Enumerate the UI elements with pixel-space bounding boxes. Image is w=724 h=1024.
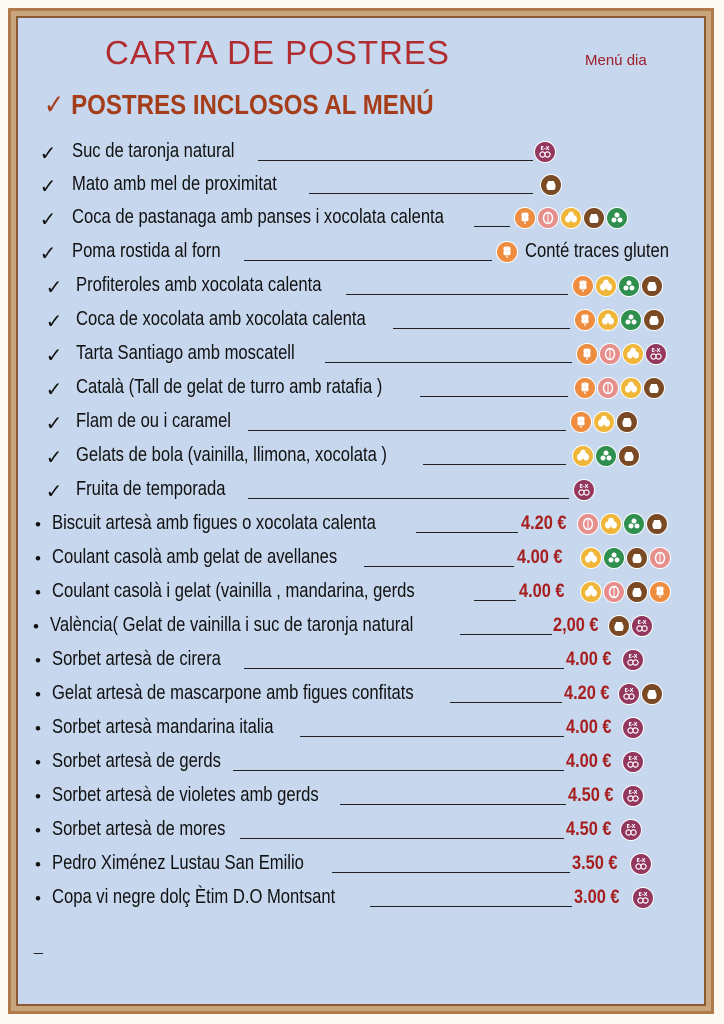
dotted-leader <box>416 532 518 533</box>
sulphites-icon <box>645 343 667 365</box>
menu-item <box>0 138 724 168</box>
menu-item-name: Profiteroles amb xocolata calenta <box>76 274 322 296</box>
dotted-leader <box>370 906 572 907</box>
svg-text:E-X: E-X <box>651 348 661 354</box>
milk-jug-icon <box>641 275 663 297</box>
wheat-icon <box>570 411 592 433</box>
svg-text:E-X: E-X <box>628 654 638 660</box>
dotted-leader <box>309 193 533 194</box>
svg-text:E-X: E-X <box>628 722 638 728</box>
menu-item <box>0 171 724 201</box>
bullet-icon: • <box>35 515 41 534</box>
menu-item <box>0 340 724 370</box>
bullet-icon: • <box>35 651 41 670</box>
egg-icon <box>580 581 602 603</box>
menu-item-name: Fruita de temporada <box>76 478 226 500</box>
wheat-icon <box>649 581 671 603</box>
egg-icon <box>620 377 642 399</box>
egg-icon <box>597 309 619 331</box>
check-icon: ✓ <box>45 481 63 503</box>
menu-item-price: 3.00 € <box>574 887 620 908</box>
bullet-icon: • <box>33 617 39 636</box>
menu-item-price: 4.50 € <box>566 819 612 840</box>
menu-item-name: Coca de xocolata amb xocolata calenta <box>76 308 366 330</box>
check-icon: ✓ <box>39 176 57 198</box>
soy-icon <box>618 275 640 297</box>
milk-jug-icon <box>583 207 605 229</box>
dotted-leader <box>244 260 492 261</box>
soy-icon <box>603 547 625 569</box>
svg-text:E-X: E-X <box>628 756 638 762</box>
wheat-icon <box>574 309 596 331</box>
menu-item-price: 4.20 € <box>564 683 610 704</box>
menu-item-name: Sorbet artesà de gerds <box>52 750 221 772</box>
menu-item-name: Sorbet artesà mandarina italia <box>52 716 274 738</box>
menu-item <box>0 510 724 540</box>
footer-dash: _ <box>34 938 43 955</box>
dotted-leader <box>240 838 564 839</box>
menu-item-name: Tarta Santiago amb moscatell <box>76 342 295 364</box>
svg-text:E-X: E-X <box>628 790 638 796</box>
menu-item-name: València( Gelat de vainilla i suc de taronja natural <box>50 614 414 636</box>
check-icon: ✓ <box>45 413 63 435</box>
sulphites-icon <box>631 615 653 637</box>
nuts-icon <box>597 377 619 399</box>
sulphites-icon <box>622 751 644 773</box>
egg-icon <box>600 513 622 535</box>
dotted-leader <box>233 770 564 771</box>
menu-item-price: 4.20 € <box>521 513 567 534</box>
bullet-icon: • <box>35 855 41 874</box>
section-title: POSTRES INCLOSOS AL MENÚ <box>71 89 434 120</box>
menu-item-name: Coulant casolà amb gelat de avellanes <box>52 546 338 568</box>
menu-item-name: Poma rostida al forn <box>72 240 221 262</box>
wheat-icon <box>576 343 598 365</box>
sulphites-icon <box>622 785 644 807</box>
menu-item-name: Gelats de bola (vainilla, llimona, xocolata ) <box>76 444 387 466</box>
dotted-leader <box>300 736 564 737</box>
menu-item <box>0 408 724 438</box>
section-heading <box>44 88 434 121</box>
milk-jug-icon <box>646 513 668 535</box>
sulphites-icon <box>622 717 644 739</box>
check-icon: ✓ <box>45 379 63 401</box>
bullet-icon: • <box>35 787 41 806</box>
menu-item-name: Coca de pastanaga amb panses i xocolata calenta <box>72 206 444 228</box>
dotted-leader <box>248 498 569 499</box>
menu-item <box>0 204 724 234</box>
menu-item-name: Flam de ou i caramel <box>76 410 232 432</box>
sulphites-icon <box>573 479 595 501</box>
menu-item-name: Mato amb mel de proximitat <box>72 173 277 195</box>
bullet-icon: • <box>35 889 41 908</box>
egg-icon <box>593 411 615 433</box>
milk-jug-icon <box>643 377 665 399</box>
menu-item <box>0 612 724 642</box>
soy-icon <box>595 445 617 467</box>
menu-item-price: 4.00 € <box>566 751 612 772</box>
milk-jug-icon <box>616 411 638 433</box>
check-icon: ✓ <box>45 447 63 469</box>
dotted-leader <box>460 634 552 635</box>
menu-item-price: 4.00 € <box>566 717 612 738</box>
soy-icon <box>606 207 628 229</box>
sulphites-icon <box>630 853 652 875</box>
menu-item-name: Biscuit artesà amb figues o xocolata calenta <box>52 512 376 534</box>
dotted-leader <box>420 396 568 397</box>
sulphites-icon <box>620 819 642 841</box>
svg-text:E-X: E-X <box>624 688 634 694</box>
milk-jug-icon <box>540 174 562 196</box>
bullet-icon: • <box>35 821 41 840</box>
dotted-leader <box>248 430 566 431</box>
milk-jug-icon <box>626 581 648 603</box>
nuts-icon <box>577 513 599 535</box>
dotted-leader <box>364 566 514 567</box>
check-icon: ✓ <box>39 143 57 165</box>
svg-text:E-X: E-X <box>540 146 550 152</box>
milk-jug-icon <box>643 309 665 331</box>
menu-item <box>0 816 724 846</box>
bullet-icon: • <box>35 753 41 772</box>
milk-jug-icon <box>641 683 663 705</box>
menu-item <box>0 782 724 812</box>
sulphites-icon <box>534 141 556 163</box>
menu-item <box>0 680 724 710</box>
wheat-icon <box>574 377 596 399</box>
page-title: CARTA DE POSTRES <box>105 34 450 71</box>
menu-item-name: Català (Tall de gelat de turro amb ratafia ) <box>76 376 383 398</box>
wheat-icon <box>514 207 536 229</box>
nuts-icon <box>603 581 625 603</box>
menu-item-price: 4.50 € <box>568 785 614 806</box>
menu-item-price: 4.00 € <box>566 649 612 670</box>
soy-icon <box>623 513 645 535</box>
nuts-icon <box>599 343 621 365</box>
bullet-icon: • <box>35 583 41 602</box>
menu-item-price: 3.50 € <box>572 853 618 874</box>
nuts-icon <box>649 547 671 569</box>
dotted-leader <box>346 294 568 295</box>
dotted-leader <box>474 600 516 601</box>
check-icon: ✓ <box>45 277 63 299</box>
menu-item <box>0 442 724 472</box>
menu-item-name: Pedro Ximénez Lustau San Emilio <box>52 852 304 874</box>
check-icon: ✓ <box>45 311 63 333</box>
menu-item-price: 4.00 € <box>517 547 563 568</box>
dotted-leader <box>244 668 564 669</box>
menu-item-name: Gelat artesà de mascarpone amb figues confitats <box>52 682 414 704</box>
menu-item <box>0 544 724 574</box>
egg-icon <box>595 275 617 297</box>
check-icon: ✓ <box>44 89 65 120</box>
menu-item <box>0 850 724 880</box>
egg-icon <box>572 445 594 467</box>
menu-item <box>0 272 724 302</box>
menu-item-name: Sorbet artesà de mores <box>52 818 226 840</box>
menu-item <box>0 578 724 608</box>
sulphites-icon <box>618 683 640 705</box>
dotted-leader <box>393 328 570 329</box>
milk-jug-icon <box>618 445 640 467</box>
wheat-icon <box>572 275 594 297</box>
svg-text:E-X: E-X <box>579 484 589 490</box>
menu-item-price: 2,00 € <box>553 615 599 636</box>
gluten-trace-note: Conté traces gluten <box>525 240 669 262</box>
egg-icon <box>560 207 582 229</box>
dotted-leader <box>332 872 570 873</box>
bullet-icon: • <box>35 719 41 738</box>
milk-jug-icon <box>608 615 630 637</box>
sulphites-icon <box>622 649 644 671</box>
svg-text:E-X: E-X <box>626 824 636 830</box>
svg-text:E-X: E-X <box>637 620 647 626</box>
menu-item-name: Suc de taronja natural <box>72 140 235 162</box>
menu-item-name: Coulant casolà i gelat (vainilla , mandarina, gerds <box>52 580 415 602</box>
menu-item-name: Sorbet artesà de violetes amb gerds <box>52 784 319 806</box>
menu-item <box>0 714 724 744</box>
menu-tag: Menú dia <box>585 52 647 69</box>
check-icon: ✓ <box>39 209 57 231</box>
nuts-icon <box>537 207 559 229</box>
egg-icon <box>622 343 644 365</box>
menu-item <box>0 374 724 404</box>
wheat-icon <box>496 241 518 263</box>
menu-item-name: Copa vi negre dolç Ètim D.O Montsant <box>52 886 336 908</box>
bullet-icon: • <box>35 685 41 704</box>
dotted-leader <box>258 160 533 161</box>
milk-jug-icon <box>626 547 648 569</box>
dotted-leader <box>423 464 566 465</box>
menu-item <box>0 476 724 506</box>
dotted-leader <box>450 702 562 703</box>
egg-icon <box>580 547 602 569</box>
svg-text:E-X: E-X <box>636 858 646 864</box>
menu-item <box>0 884 724 914</box>
dotted-leader <box>325 362 572 363</box>
dotted-leader <box>474 226 510 227</box>
bullet-icon: • <box>35 549 41 568</box>
sulphites-icon <box>632 887 654 909</box>
svg-text:E-X: E-X <box>638 892 648 898</box>
menu-item <box>0 306 724 336</box>
menu-item <box>0 646 724 676</box>
menu-item <box>0 748 724 778</box>
menu-item-price: 4.00 € <box>519 581 565 602</box>
menu-item-name: Sorbet artesà de cirera <box>52 648 221 670</box>
check-icon: ✓ <box>45 345 63 367</box>
menu-item <box>0 238 724 268</box>
check-icon: ✓ <box>39 243 57 265</box>
dotted-leader <box>340 804 566 805</box>
soy-icon <box>620 309 642 331</box>
